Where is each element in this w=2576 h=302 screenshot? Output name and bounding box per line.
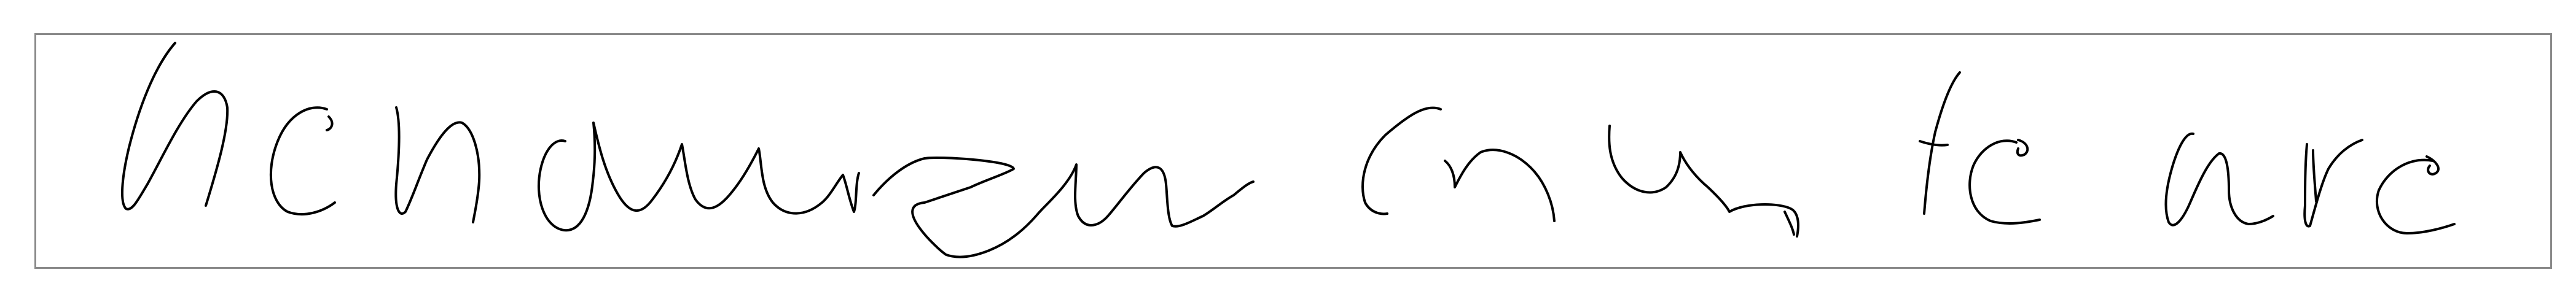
handwritten-word-2 — [1363, 108, 1798, 236]
ink-stroke — [1445, 150, 1554, 221]
ink-stroke — [1363, 108, 1441, 214]
ink-stroke — [1970, 140, 2040, 223]
ink-stroke — [271, 107, 335, 214]
ink-stroke — [2377, 157, 2454, 233]
ink-stroke — [1609, 126, 1798, 236]
handwritten-word-3 — [1920, 72, 2040, 223]
ink-stroke — [2304, 140, 2362, 226]
ink-stroke — [122, 43, 227, 209]
ink-stroke — [2166, 134, 2273, 225]
handwritten-word-4 — [2166, 134, 2454, 233]
ink-stroke — [396, 107, 479, 222]
ink-stroke — [1920, 72, 1960, 214]
ink-stroke — [539, 123, 859, 230]
ink-stroke — [874, 158, 1253, 257]
handwritten-word-1 — [122, 43, 1253, 257]
